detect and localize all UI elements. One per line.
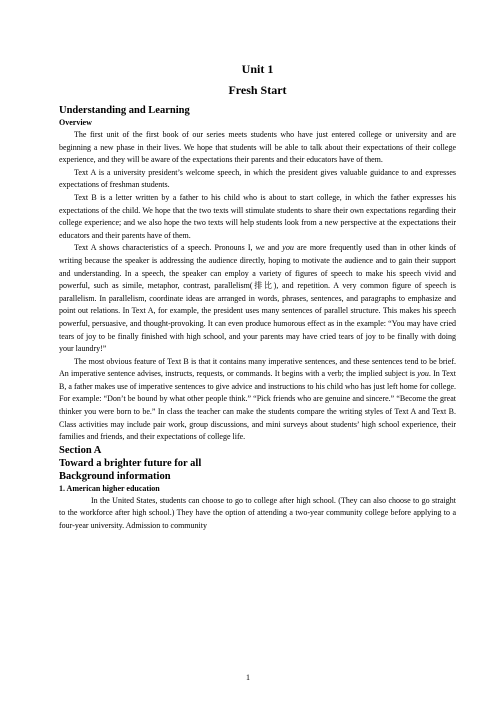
- section-heading-understanding: Understanding and Learning: [59, 105, 190, 116]
- unit-subtitle: Fresh Start: [228, 83, 287, 97]
- paragraph-overview-2: Text A is a university president’s welcome speech, in which the president gives valuable guidance to and expresses expectations of freshman students.: [59, 167, 456, 190]
- subject-you: you: [417, 369, 429, 379]
- paragraph-higher-education: In the United States, students can choose to go to college after high school. (They can also choose to go straight to the workforce after high school.) They have the option of attending a two-year community college before applying to a four-year university. Admission to community: [59, 495, 456, 531]
- p5-part-a: The most obvious feature of Text B is that it contains many imperative sentences, and these sentences tend to be brief. An imperative sentence advises, instructs, requests, or commands. It begins with a verb; the implied subject is: [59, 356, 456, 379]
- paragraph-overview-5: [59, 356, 456, 444]
- section-a-heading: Section A: [59, 444, 102, 456]
- p4-part-a: Text A shows characteristics of a speech. Pronouns I,: [74, 243, 256, 253]
- p5-part-b: . In Text B, a father makes use of imperative sentences to give advice and instructions to his child who has just left home for college. For example: “Don’t be bound by what other people think.” “Pick friends who are genuine and sincere.” “Become the great thinker you were born to be.” In class the teacher can make the students compare the writing styles of Text A and Text B. Class activities may include pair work, group discussions, and mini surveys about students’ high school experience, their families and friends, and their expectations of college life.: [59, 369, 456, 442]
- background-information-heading: Background information: [59, 470, 171, 482]
- page-number: 1: [246, 673, 250, 682]
- overview-heading: Overview: [59, 118, 92, 127]
- section-a-subtitle: Toward a brighter future for all: [59, 457, 202, 469]
- p4-and: and: [264, 243, 283, 253]
- paragraph-overview-3: Text B is a letter written by a father to his child who is about to start college, in which the father expresses his expectations of the child. We hope that the two texts will stimulate students to share their own expectations regarding their college experience; and we also hope the two texts will help students look from a new perspective at the expectations their educators and their parents have of them.: [59, 192, 456, 240]
- item-heading-higher-education: 1. American higher education: [59, 483, 160, 493]
- pronoun-you: you: [282, 243, 294, 253]
- paragraph-overview-1: The first unit of the first book of our series meets students who have just entered college or university and are beginning a new phase in their lives. We hope that students will be able to talk about their expectations of their college experience, and they will be aware of the expectations their parents and their educators have of them.: [59, 130, 456, 165]
- unit-title: Unit 1: [241, 62, 274, 76]
- paragraph-overview-4: [59, 242, 456, 355]
- pronoun-we: we: [255, 243, 265, 253]
- p4-part-b: are more frequently used than in other kinds of writing because the speaker is addressing the audience directly, hoping to motivate the audience and to gain their support and understanding. In a speech, the speaker can employ a variety of figures of speech to make his speech vivid and powerful, such as simile, metaphor, contrast, parallelism(排比), and repetition. A very common figure of speech is parallelism. In parallelism, coordinate ideas are arranged in words, phrases, sentences, and paragraphs to emphasize and point out relations. In Text A, for example, the president uses many sentences of parallel structure. This makes his speech powerful, persuasive, and thought-provoking. It can even produce humorous effect as in the example: “You may have cried tears of joy to be finally finished with high school, and your parents may have cried tears of joy to be finally with doing your laundry!”: [59, 243, 456, 354]
